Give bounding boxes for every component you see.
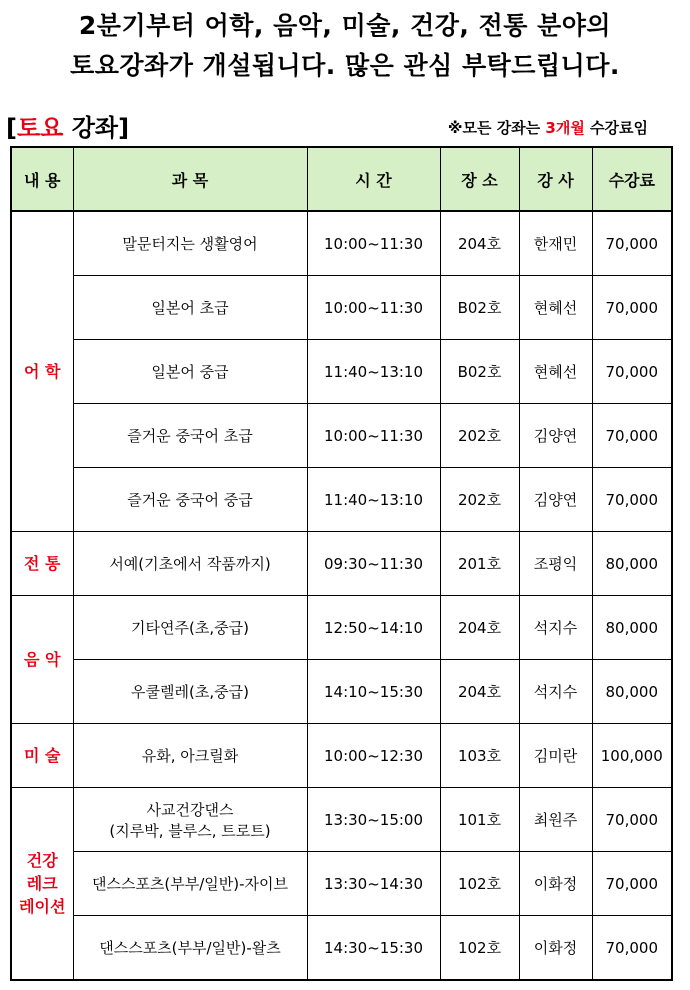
room-cell: 102호 [440,852,519,916]
teacher-cell: 현혜선 [519,340,592,404]
time-cell: 13:30~15:00 [307,788,440,852]
course-name: 댄스스포츠(부부/일반)-왈츠 [99,939,281,957]
fee-cell: 100,000 [592,724,672,788]
time-cell: 10:00~11:30 [307,276,440,340]
room-cell: 101호 [440,788,519,852]
teacher-cell: 석지수 [519,596,592,660]
header-category: 내 용 [11,147,73,211]
course-cell [73,788,307,852]
fee-cell: 70,000 [592,404,672,468]
course-name: 우쿨렐레(초,중급) [131,683,249,701]
room-cell: 202호 [440,468,519,532]
fee-note-suffix: 수강료임 [584,119,648,137]
room-cell: 103호 [440,724,519,788]
section-title-rest: 강좌] [63,114,130,142]
course-name: 즐거운 중국어 초급 [127,427,253,445]
section-title [6,108,129,143]
time-cell: 13:30~14:30 [307,852,440,916]
teacher-cell: 김양연 [519,468,592,532]
headline-line-2: 토요강좌가 개설됩니다. 많은 관심 부탁드립니다. [70,51,620,80]
header-room: 장 소 [440,147,519,211]
header-time: 시 간 [307,147,440,211]
course-table-body [11,211,672,980]
category-label: 레크 [26,873,58,893]
category-cell [11,724,73,788]
course-name: (지루박, 블루스, 트로트) [109,821,271,840]
table-row [11,340,672,404]
course-name: 즐거운 중국어 중급 [127,491,253,509]
headline-line-1: 2분기부터 어학, 음악, 미술, 건강, 전통 분야의 [78,11,612,40]
table-row [11,852,672,916]
fee-cell: 70,000 [592,468,672,532]
table-row [11,404,672,468]
course-cell [73,596,307,660]
category-label: 건강 [26,850,58,870]
course-name: 서예(기초에서 작품까지) [109,555,271,573]
table-row [11,211,672,276]
course-cell [73,852,307,916]
category-cell [11,211,73,532]
course-cell [73,211,307,276]
teacher-cell: 이화정 [519,852,592,916]
room-cell: B02호 [440,276,519,340]
table-row [11,276,672,340]
header-fee: 수강료 [592,147,672,211]
course-name: 기타연주(초,중급) [131,619,249,637]
course-cell [73,532,307,596]
table-row [11,468,672,532]
course-cell [73,724,307,788]
table-row [11,596,672,660]
course-name: 사교건강댄스 [146,800,234,819]
time-cell: 10:00~11:30 [307,404,440,468]
fee-cell: 70,000 [592,276,672,340]
section-title-highlight: 토요 [16,114,64,142]
fee-cell: 70,000 [592,788,672,852]
time-cell: 11:40~13:10 [307,468,440,532]
fee-cell: 80,000 [592,532,672,596]
category-label: 어 학 [24,361,61,381]
table-row [11,724,672,788]
fee-note-prefix: ※모든 강좌는 [447,119,546,137]
teacher-cell: 석지수 [519,660,592,724]
fee-cell: 70,000 [592,211,672,276]
room-cell: 102호 [440,916,519,981]
category-label: 음 악 [24,649,61,669]
teacher-cell: 김양연 [519,404,592,468]
course-cell [73,660,307,724]
category-cell [11,532,73,596]
time-cell: 09:30~11:30 [307,532,440,596]
header-course: 과 목 [73,147,307,211]
course-cell [73,468,307,532]
teacher-cell: 한재민 [519,211,592,276]
course-cell [73,340,307,404]
category-label: 미 술 [24,745,61,765]
teacher-cell: 최원주 [519,788,592,852]
room-cell: 204호 [440,596,519,660]
fee-cell: 80,000 [592,660,672,724]
fee-cell: 80,000 [592,596,672,660]
time-cell: 12:50~14:10 [307,596,440,660]
room-cell: B02호 [440,340,519,404]
course-table [10,146,673,981]
time-cell: 14:10~15:30 [307,660,440,724]
category-cell [11,788,73,981]
time-cell: 11:40~13:10 [307,340,440,404]
course-cell [73,276,307,340]
teacher-cell: 현혜선 [519,276,592,340]
table-row [11,660,672,724]
fee-cell: 70,000 [592,916,672,981]
room-cell: 201호 [440,532,519,596]
room-cell: 202호 [440,404,519,468]
course-name: 댄스스포츠(부부/일반)-자이브 [91,875,289,893]
header-row [11,147,672,211]
table-row [11,532,672,596]
course-cell [73,916,307,981]
table-row [11,916,672,981]
category-cell [11,596,73,724]
time-cell: 10:00~12:30 [307,724,440,788]
fee-note [448,117,648,138]
room-cell: 204호 [440,660,519,724]
course-name: 유화, 아크릴화 [141,747,239,765]
course-name: 일본어 초급 [151,299,229,317]
fee-cell: 70,000 [592,852,672,916]
category-label: 전 통 [24,553,61,573]
time-cell: 14:30~15:30 [307,916,440,981]
category-label: 레이션 [19,897,66,917]
table-row [11,788,672,852]
teacher-cell: 김미란 [519,724,592,788]
fee-cell: 70,000 [592,340,672,404]
room-cell: 204호 [440,211,519,276]
course-name: 말문터지는 생활영어 [122,235,258,253]
teacher-cell: 조평익 [519,532,592,596]
teacher-cell: 이화정 [519,916,592,981]
time-cell: 10:00~11:30 [307,211,440,276]
course-name: 일본어 중급 [151,363,229,381]
header-teacher: 강 사 [519,147,592,211]
fee-note-highlight: 3개월 [545,119,585,137]
section-title-open: [ [6,114,17,142]
course-cell [73,404,307,468]
